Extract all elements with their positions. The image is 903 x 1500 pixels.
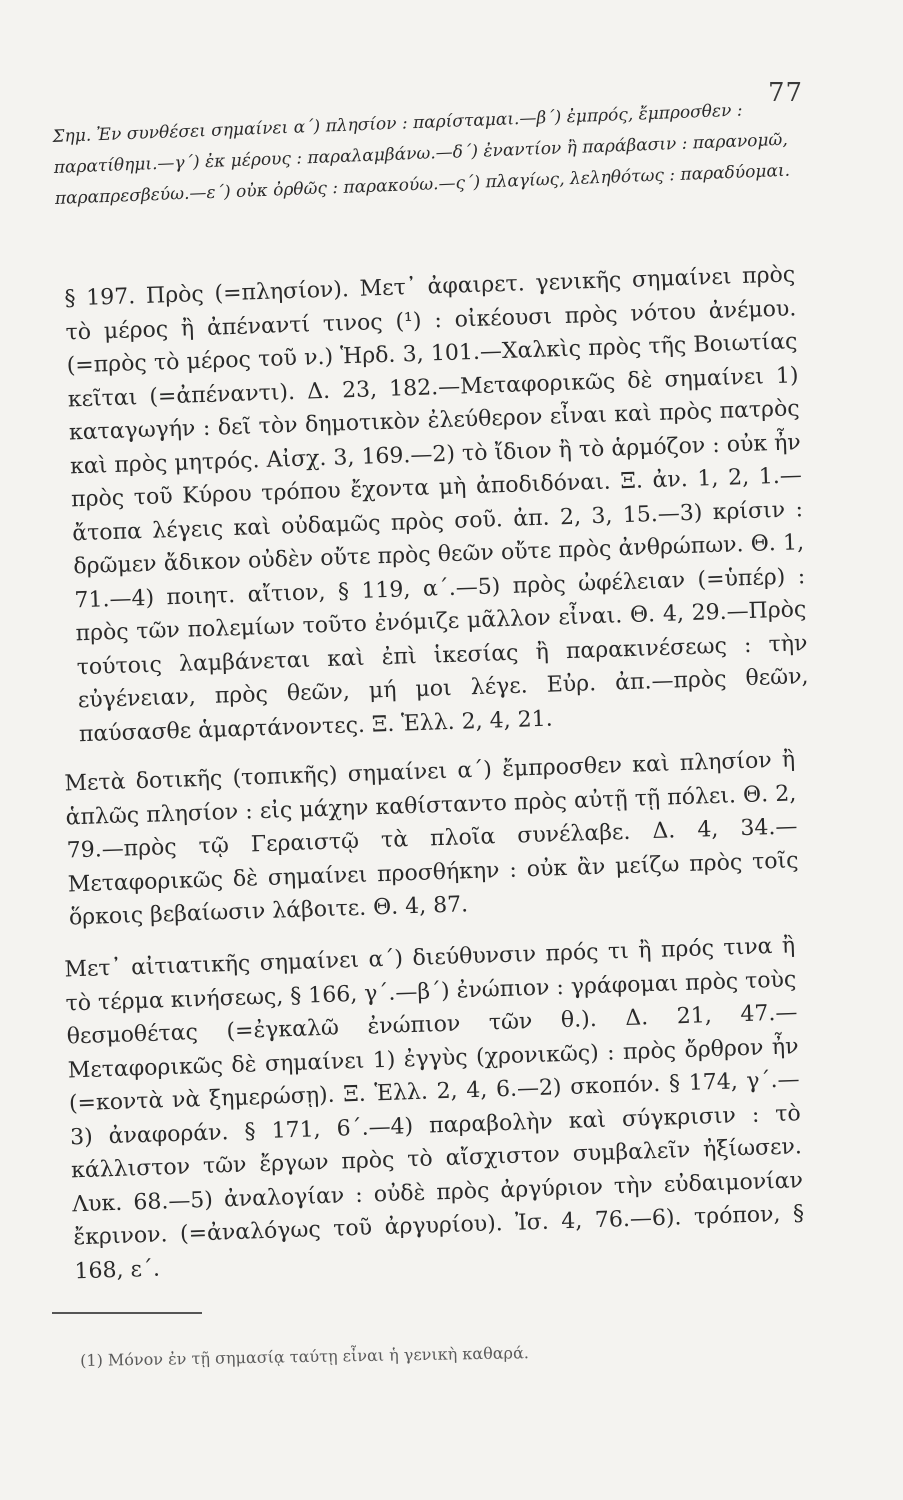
section-197-text: § 197. Πρὸς (=πλησίον). Μετ᾽ ἀφαιρετ. γενικῆς σημαίνει πρὸς τὸ μέρος ἢ ἀπέναντί τινος (¹) : οἰκέουσι πρὸς νότου ἀνέμου. (=πρὸς τὸ μέρος τοῦ ν.) Ἡρδ. 3, 101.—Χαλκὶς πρὸς τῆς Βοιωτίας κεῖται (=ἀπέναντι). Δ. 23, 182.—Μεταφορικῶς δὲ σημαίνει 1) καταγωγήν : δεῖ τὸν δημοτικὸν ἐλεύθερον εἶναι καὶ πρὸς πατρὸς καὶ πρὸς μητρός. Αἰσχ. 3, 169.—2) τὸ ἴδιον ἢ τὸ ἁρμόζον : οὐκ ἦν πρὸς τοῦ Κύρου τρόπου ἔχοντα μὴ ἀποδιδόναι. Ξ. ἀν. 1, 2, 1.—ἄτοπα λέγεις καὶ οὐδαμῶς πρὸς σοῦ. ἀπ. 2, 3, 15.—3) κρίσιν : δρῶμεν ἄδικον οὐδὲν οὔτε πρὸς θεῶν οὔτε πρὸς ἀνθρώπων. Θ. 1, 71.—4) ποιητ. αἴτιον, § 119, α´.—5) πρὸς ὠφέλειαν (=ὑπέρ) : πρὸς τῶν πολεμίων τοῦτο ἐνόμιζε μᾶλλον εἶναι. Θ. 4, 29.—Πρὸς τούτοις λαμβάνεται καὶ ἐπὶ ἱκεσίας ἢ παρακινέσεως : τὴν εὐγένειαν, πρὸς θεῶν, μή μοι λέγε. Εὐρ. ἀπ.—πρὸς θεῶν, παύσασθε ἁμαρτάνοντες. Ξ. Ἑλλ. 2, 4, 21.	[64, 262, 809, 747]
footnote: (1) Μόνον ἐν τῇ σημασίᾳ ταύτῃ εἶναι ἡ γενικὴ καθαρά.	[80, 1343, 530, 1370]
section-197	[50, 258, 810, 751]
note-paragraph: Σημ. Ἐν συνθέσει σημαίνει α´) πλησίον : παρίσταμαι.—β´) ἐμπρός, ἔμπροσθεν : παρατίθημι.—γ´) ἐκ μέρους : παραλαμβάνω.—δ´) ἐναντίον ἢ παράβασιν : παρανομῶ, παραπρεσβεύω.—ε´) οὐκ ὀρθῶς : παρακούω.—ς´) πλαγίως, λεληθότως : παραδύομαι.	[52, 100, 791, 209]
dative-section	[50, 743, 800, 935]
dative-text: Μετὰ δοτικῆς (τοπικῆς) σημαίνει α´) ἔμπροσθεν καὶ πλησίον ἢ ἁπλῶς πλησίον : εἰς μάχην καθίσταντο πρὸς αὐτῇ τῇ πόλει. Θ. 2, 79.—πρὸς τῷ Γεραιστῷ τὰ πλοῖα συνέλαβε. Δ. 4, 34.—Μεταφορικῶς δὲ σημαίνει προσθήκην : οὐκ ἂν μείζω πρὸς τοῖς ὅρκοις βεβαίωσιν λάβοιτε. Θ. 4, 87.	[64, 747, 799, 931]
accusative-text: Μετ᾽ αἰτιατικῆς σημαίνει α´) διεύθυνσιν πρός τι ἢ πρός τινα ἢ τὸ τέρμα κινήσεως, § 166, γ´.—β´) ἐνώπιον : γράφομαι πρὸς τοὺς θεσμοθέτας (=ἐγκαλῶ ἐνώπιον τῶν θ.). Δ. 21, 47.—Μεταφορικῶς δὲ σημαίνει 1) ἐγγὺς (χρονικῶς) : πρὸς ὄρθρον ἦν (=κοντὰ νὰ ξημερώσῃ). Ξ. Ἑλλ. 2, 4, 6.—2) σκοπόν. § 174, γ´.—3) ἀναφοράν. § 171, 6´.—4) παραβολὴν καὶ σύγκρισιν : τὸ κάλλιστον τῶν ἔργων πρὸς τὸ αἴσχιστον συμβαλεῖν ἠξίωσεν. Λυκ. 68.—5) ἀναλογίαν : οὐδὲ πρὸς ἀργύριον τὴν εὐδαιμονίαν ἔκρινον. (=ἀναλόγως τοῦ ἀργυρίου). Ἰσ. 4, 76.—6). τρόπον, § 168, ε´.	[64, 933, 805, 1284]
accusative-section	[50, 929, 806, 1289]
footnote-rule	[52, 1312, 202, 1314]
page-number: 77	[768, 78, 804, 108]
